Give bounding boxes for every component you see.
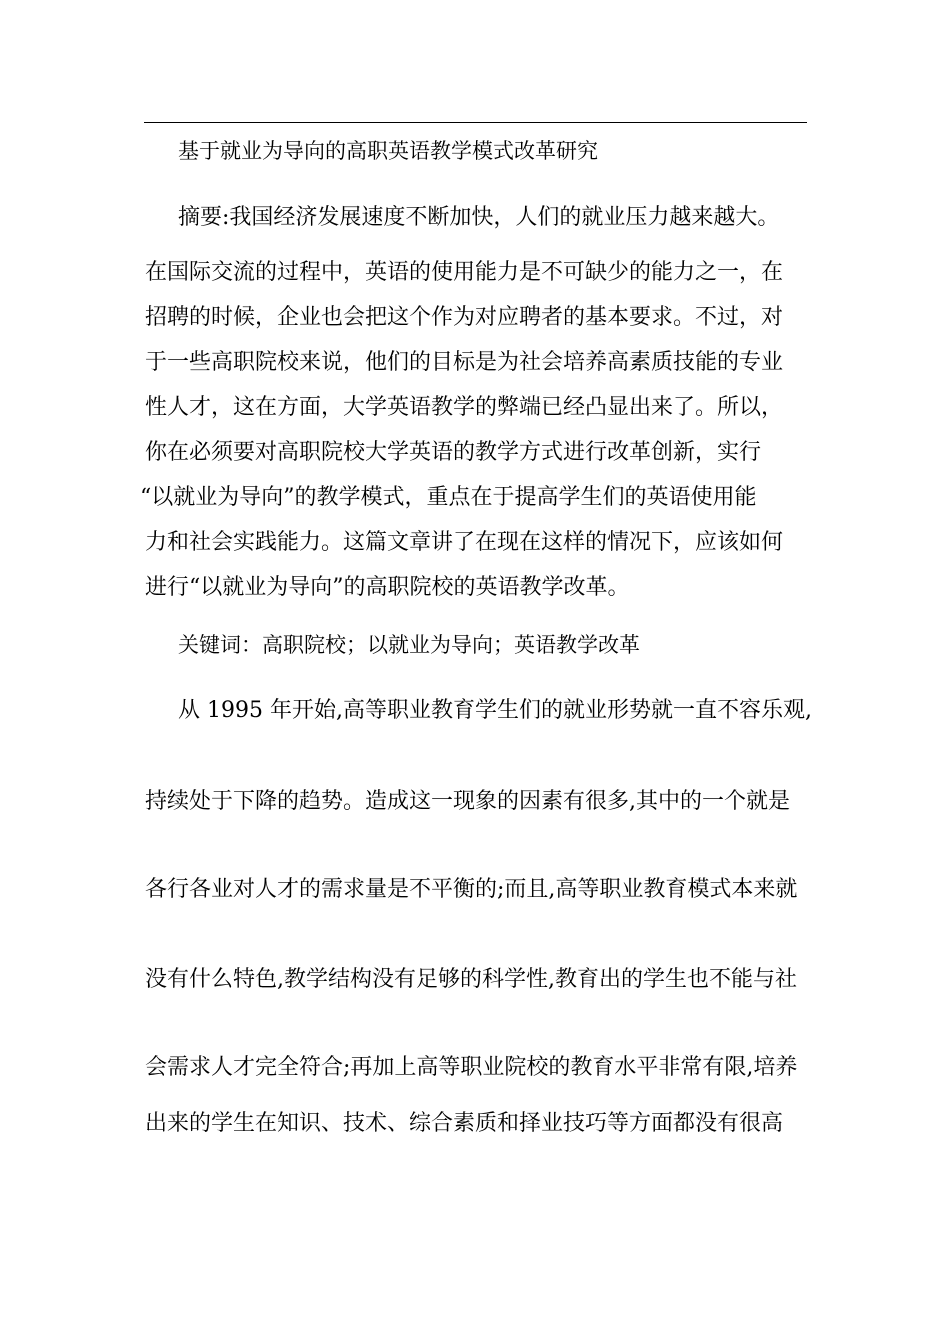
body-line: 没有什么特色,教学结构没有足够的科学性,教育出的学生也不能与社	[145, 967, 797, 992]
abstract-line: “以就业为导向”的教学模式，重点在于提高学生们的英语使用能	[140, 485, 757, 510]
abstract-line: 性人才，这在方面，大学英语教学的弊端已经凸显出来了。所以，	[145, 395, 784, 420]
body-line: 出来的学生在知识、技术、综合素质和择业技巧等方面都没有很高	[145, 1111, 784, 1136]
abstract-line: 力和社会实践能力。这篇文章讲了在现在这样的情况下，应该如何	[145, 530, 784, 555]
document-title: 基于就业为导向的高职英语教学模式改革研究	[178, 139, 598, 163]
keywords: 关键词：高职院校；以就业为导向；英语教学改革	[178, 633, 640, 657]
abstract-line: 摘要:我国经济发展速度不断加快，人们的就业压力越来越大。	[178, 205, 780, 230]
body-line: 从 1995 年开始,高等职业教育学生们的就业形势就一直不容乐观,	[178, 698, 812, 723]
body-line: 会需求人才完全符合;再加上高等职业院校的教育水平非常有限,培养	[145, 1055, 798, 1080]
abstract-line: 你在必须要对高职院校大学英语的教学方式进行改革创新，实行	[145, 440, 762, 465]
header-rule	[144, 122, 807, 123]
abstract-line: 招聘的时候，企业也会把这个作为对应聘者的基本要求。不过，对	[145, 305, 784, 330]
abstract-line: 于一些高职院校来说，他们的目标是为社会培养高素质技能的专业	[145, 350, 784, 375]
body-line: 持续处于下降的趋势。造成这一现象的因素有很多,其中的一个就是	[145, 789, 790, 814]
abstract-line: 进行“以就业为导向”的高职院校的英语教学改革。	[145, 575, 630, 600]
abstract-line: 在国际交流的过程中，英语的使用能力是不可缺少的能力之一，在	[145, 260, 784, 285]
body-line: 各行各业对人才的需求量是不平衡的;而且,高等职业教育模式本来就	[145, 877, 798, 902]
